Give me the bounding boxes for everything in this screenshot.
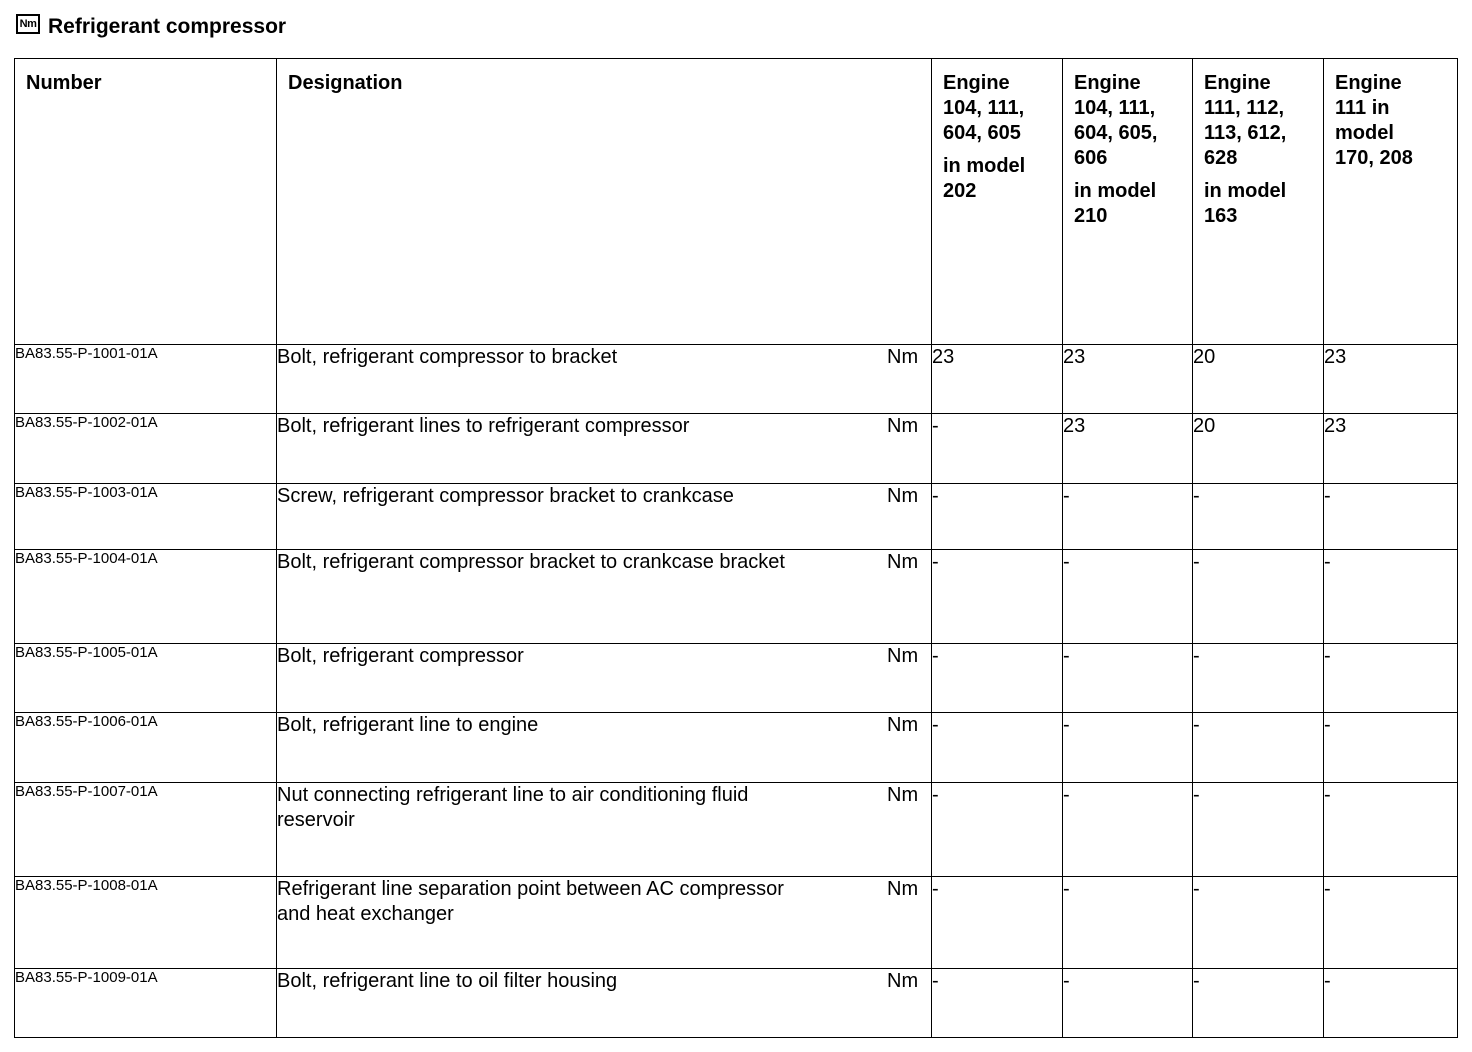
torque-value: 23 — [1324, 414, 1458, 484]
torque-value: - — [1324, 877, 1458, 969]
engine-header-gap — [1204, 171, 1313, 179]
torque-value: - — [932, 877, 1063, 969]
engine-header-line: 104, 111, — [1074, 97, 1156, 119]
designation-cell — [277, 783, 932, 877]
designation-text: Bolt, refrigerant line to oil filter housing — [277, 970, 618, 992]
engine-model-line: in model — [1204, 180, 1287, 202]
section-header — [16, 12, 286, 42]
engine-header-line: Engine — [1335, 72, 1402, 94]
unit-label: Nm — [887, 551, 919, 573]
engine-header-line: 604, 605, — [1074, 122, 1158, 144]
engine-header-line: 104, 111, — [943, 97, 1025, 119]
torque-value: - — [1193, 969, 1324, 1038]
designation-cell — [277, 713, 932, 783]
torque-value: - — [1193, 877, 1324, 969]
engine-header-line: 111, 112, — [1204, 97, 1285, 119]
part-number: BA83.55-P-1003-01A — [15, 484, 277, 550]
torque-value: 20 — [1193, 345, 1324, 414]
engine-model-line: 202 — [943, 180, 977, 202]
part-number: BA83.55-P-1002-01A — [15, 414, 277, 484]
engine-model-line: 163 — [1204, 205, 1238, 227]
torque-value: - — [1193, 783, 1324, 877]
table-row — [15, 345, 1458, 414]
torque-value: - — [1193, 484, 1324, 550]
table-header-row — [15, 59, 1458, 345]
engine-header-line: Engine — [943, 72, 1010, 94]
unit-label: Nm — [887, 346, 919, 368]
section-title: Refrigerant compressor — [48, 15, 287, 38]
designation-text: Refrigerant line separation point between AC compressor and heat exchanger — [277, 878, 784, 925]
torque-value: - — [1324, 644, 1458, 713]
unit-label: Nm — [887, 714, 919, 736]
engine-model-line: in model — [1074, 180, 1157, 202]
designation-text: Nut connecting refrigerant line to air conditioning fluid reservoir — [277, 784, 749, 831]
torque-value: - — [1063, 644, 1193, 713]
part-number: BA83.55-P-1008-01A — [15, 877, 277, 969]
engine-model-line: in model — [943, 155, 1026, 177]
table-row — [15, 414, 1458, 484]
part-number: BA83.55-P-1009-01A — [15, 969, 277, 1038]
torque-value: - — [1063, 484, 1193, 550]
designation-cell — [277, 345, 932, 414]
engine-header-line: 606 — [1074, 147, 1108, 169]
torque-value: - — [1324, 550, 1458, 644]
column-header-designation: Designation — [277, 59, 932, 345]
part-number: BA83.55-P-1004-01A — [15, 550, 277, 644]
torque-value: - — [932, 414, 1063, 484]
unit-label: Nm — [887, 970, 919, 992]
column-header-engine — [1324, 59, 1458, 345]
torque-value: - — [932, 969, 1063, 1038]
designation-text: Bolt, refrigerant line to engine — [277, 714, 539, 736]
torque-value: - — [1324, 969, 1458, 1038]
designation-cell — [277, 969, 932, 1038]
engine-header-line: 113, 612, — [1204, 122, 1287, 144]
torque-value: - — [932, 783, 1063, 877]
designation-text: Bolt, refrigerant lines to refrigerant compressor — [277, 415, 690, 437]
torque-nm-icon: Nm — [16, 14, 40, 34]
torque-value: - — [1063, 969, 1193, 1038]
part-number: BA83.55-P-1007-01A — [15, 783, 277, 877]
table-body — [15, 345, 1458, 1038]
torque-value: - — [1324, 484, 1458, 550]
torque-value: - — [932, 644, 1063, 713]
engine-header-gap — [1074, 171, 1182, 179]
column-header-engine — [1063, 59, 1193, 345]
engine-header-gap — [943, 146, 1052, 154]
unit-label: Nm — [887, 645, 919, 667]
table-row — [15, 550, 1458, 644]
engine-header-line: 111 in — [1335, 97, 1390, 119]
torque-value: - — [1063, 713, 1193, 783]
torque-value: - — [1063, 550, 1193, 644]
torque-value: - — [1193, 713, 1324, 783]
torque-value: 23 — [1063, 414, 1193, 484]
engine-model-line: 210 — [1074, 205, 1108, 227]
torque-value: 20 — [1193, 414, 1324, 484]
table-row — [15, 783, 1458, 877]
designation-text: Bolt, refrigerant compressor — [277, 645, 524, 667]
part-number: BA83.55-P-1001-01A — [15, 345, 277, 414]
torque-value: 23 — [1324, 345, 1458, 414]
engine-header-line: Engine — [1204, 72, 1271, 94]
engine-header-line: 604, 605 — [943, 122, 1021, 144]
torque-value: - — [932, 550, 1063, 644]
unit-label: Nm — [887, 485, 919, 507]
torque-value: - — [1193, 644, 1324, 713]
designation-cell — [277, 877, 932, 969]
torque-value: - — [1063, 783, 1193, 877]
designation-text: Bolt, refrigerant compressor to bracket — [277, 346, 618, 368]
engine-header-line: Engine — [1074, 72, 1141, 94]
column-header-number: Number — [15, 59, 277, 345]
unit-label: Nm — [887, 878, 919, 900]
torque-value: - — [932, 713, 1063, 783]
torque-value: - — [1193, 550, 1324, 644]
designation-cell — [277, 644, 932, 713]
table-row — [15, 484, 1458, 550]
column-header-engine — [932, 59, 1063, 345]
designation-text: Bolt, refrigerant compressor bracket to crankcase bracket — [277, 551, 785, 573]
table-row — [15, 969, 1458, 1038]
column-header-engine — [1193, 59, 1324, 345]
torque-value: - — [932, 484, 1063, 550]
torque-value: - — [1324, 713, 1458, 783]
table-row — [15, 644, 1458, 713]
part-number: BA83.55-P-1006-01A — [15, 713, 277, 783]
unit-label: Nm — [887, 415, 919, 437]
table-row — [15, 877, 1458, 969]
torque-value: 23 — [1063, 345, 1193, 414]
unit-label: Nm — [887, 784, 919, 806]
torque-value: - — [1324, 783, 1458, 877]
designation-cell — [277, 484, 932, 550]
designation-cell — [277, 414, 932, 484]
designation-text: Screw, refrigerant compressor bracket to crankcase — [277, 485, 734, 507]
designation-cell — [277, 550, 932, 644]
torque-spec-table — [14, 58, 1458, 1038]
engine-header-line: model — [1335, 122, 1394, 144]
table-row — [15, 713, 1458, 783]
engine-header-line: 628 — [1204, 147, 1238, 169]
engine-header-line: 170, 208 — [1335, 147, 1413, 169]
torque-value: 23 — [932, 345, 1063, 414]
part-number: BA83.55-P-1005-01A — [15, 644, 277, 713]
torque-value: - — [1063, 877, 1193, 969]
